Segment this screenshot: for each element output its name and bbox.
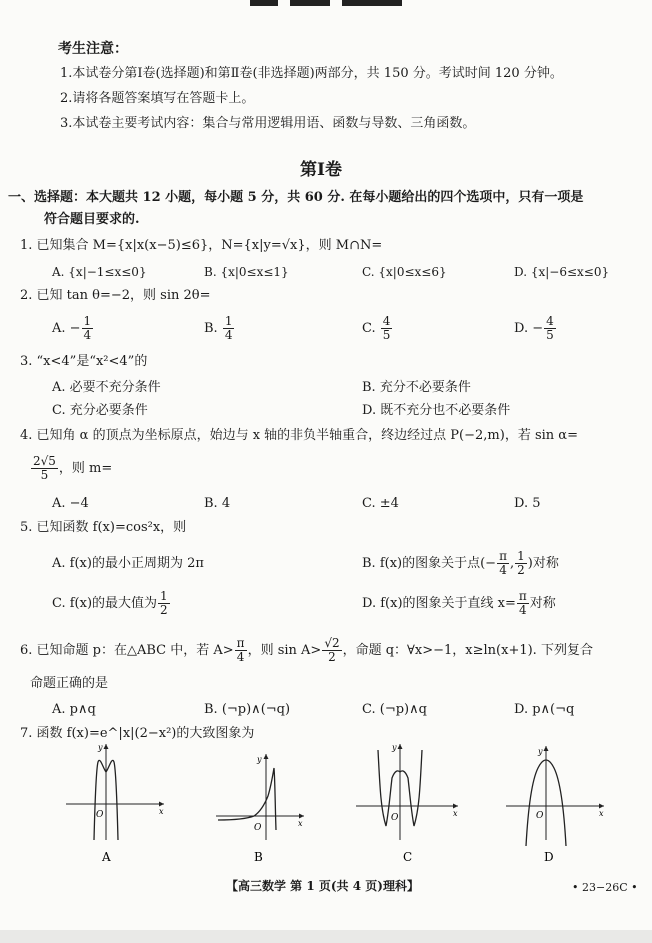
graph-c-x-label: x	[453, 809, 458, 818]
footer-code: • 23−26C •	[572, 881, 638, 894]
notice-item-2: 2.请将各题答案填写在答题卡上。	[60, 91, 255, 106]
q5-option-b: B. f(x)的图象关于点(− $\frac{\pi}{4}$ , $\frac{1}{2}$ )对称	[362, 549, 559, 577]
graph-d	[500, 740, 610, 868]
graph-c-label: C	[403, 850, 413, 864]
graph-b-y-label: y	[257, 755, 262, 764]
q1-option-a: A. {x|−1≤x≤0}	[52, 265, 147, 279]
notice-heading: 考生注意：	[58, 41, 128, 57]
graph-b-label: B	[254, 850, 263, 864]
graph-c-y-label: y	[392, 743, 397, 752]
q5-stem: 5. 已知函数 f(x)=cos²x，则	[20, 520, 187, 535]
bottom-bar	[0, 930, 652, 943]
q4-option-b: B. 4	[204, 496, 231, 511]
q6-stem: 6. 已知命题 p：在△ABC 中，若 A> $\frac{\pi}{4}$ ，则 sin A> $\frac{√2}{2}$ ，命题 q：∀x>−1，x≥ln(x+1). 下列复合	[20, 636, 593, 664]
q3-option-a: A. 必要不充分条件	[52, 380, 161, 395]
graph-b	[210, 740, 310, 868]
graph-b-x-label: x	[298, 819, 303, 828]
q6-stem-line2: 命题正确的是	[30, 676, 109, 691]
q4-continuation: $\frac{2√5}{5}$ ，则 m=	[33, 454, 113, 482]
title-remnant	[250, 0, 420, 10]
q1-option-c: C. {x|0≤x≤6}	[362, 265, 447, 279]
graph-d-x-label: x	[599, 809, 604, 818]
graph-a-label: A	[102, 850, 111, 864]
section-instruction-2: 符合题目要求的.	[44, 212, 140, 227]
section-title: 第Ⅰ卷	[300, 160, 342, 180]
q3-option-c: C. 充分必要条件	[52, 403, 148, 418]
q6-option-b: B. (¬p)∧(¬q)	[204, 702, 291, 717]
graph-d-label: D	[544, 850, 554, 864]
q5-option-d: D. f(x)的图象关于直线 x= $\frac{\pi}{4}$ 对称	[362, 589, 556, 617]
graph-a-x-label: x	[159, 807, 164, 816]
graph-b-curve	[218, 768, 276, 830]
graph-a-y-label: y	[98, 743, 103, 752]
q7-stem: 7. 函数 f(x)=e^|x|(2−x²)的大致图象为	[20, 726, 255, 741]
q2-option-d: D. − $\frac{4}{5}$	[514, 314, 554, 342]
q3-option-d: D. 既不充分也不必要条件	[362, 403, 511, 418]
q1-stem: 1. 已知集合 M={x|x(x−5)≤6}，N={x|y=√x}，则 M∩N=	[20, 238, 383, 253]
footer-page-info: 【高三数学 第 1 页(共 4 页)理科】	[226, 879, 419, 893]
graph-d-origin: O	[536, 811, 544, 821]
q1-option-d: D. {x|−6≤x≤0}	[514, 265, 610, 279]
q6-option-c: C. (¬p)∧q	[362, 702, 427, 717]
q4-stem: 4. 已知角 α 的顶点为坐标原点，始边与 x 轴的非负半轴重合，终边经过点 P(−2,m)，若 sin α=	[20, 428, 578, 443]
section-instruction-1: 一、选择题：本大题共 12 小题，每小题 5 分，共 60 分. 在每小题给出的四个选项中，只有一项是	[8, 190, 584, 205]
q4-option-c: C. ±4	[362, 496, 399, 511]
notice-item-3: 3.本试卷主要考试内容：集合与常用逻辑用语、函数与导数、三角函数。	[60, 116, 476, 131]
graph-a-origin: O	[96, 810, 104, 820]
graph-c-origin: O	[391, 813, 399, 823]
q4-option-d: D. 5	[514, 496, 541, 511]
q2-option-b: B. $\frac{1}{4}$	[204, 314, 233, 342]
q3-stem: 3. “x<4”是“x²<4”的	[20, 354, 148, 369]
graph-b-origin: O	[254, 823, 262, 833]
graph-d-y-label: y	[538, 747, 543, 756]
q6-option-d: D. p∧(¬q	[514, 702, 575, 717]
q2-option-a: A. − $\frac{1}{4}$	[52, 314, 92, 342]
q3-option-b: B. 充分不必要条件	[362, 380, 471, 395]
notice-item-1: 1.本试卷分第Ⅰ卷(选择题)和第Ⅱ卷(非选择题)两部分，共 150 分。考试时间 120 分钟。	[60, 66, 563, 81]
graph-a	[60, 740, 170, 868]
q5-option-a: A. f(x)的最小正周期为 2π	[52, 556, 204, 571]
q1-option-b: B. {x|0≤x≤1}	[204, 265, 289, 279]
q2-stem: 2. 已知 tan θ=−2，则 sin 2θ=	[20, 288, 211, 303]
q6-option-a: A. p∧q	[52, 702, 96, 717]
q2-option-c: C. $\frac{4}{5}$	[362, 314, 391, 342]
q4-option-a: A. −4	[52, 496, 89, 511]
graph-c	[350, 740, 465, 868]
q5-option-c: C. f(x)的最大值为 $\frac{1}{2}$	[52, 589, 168, 617]
